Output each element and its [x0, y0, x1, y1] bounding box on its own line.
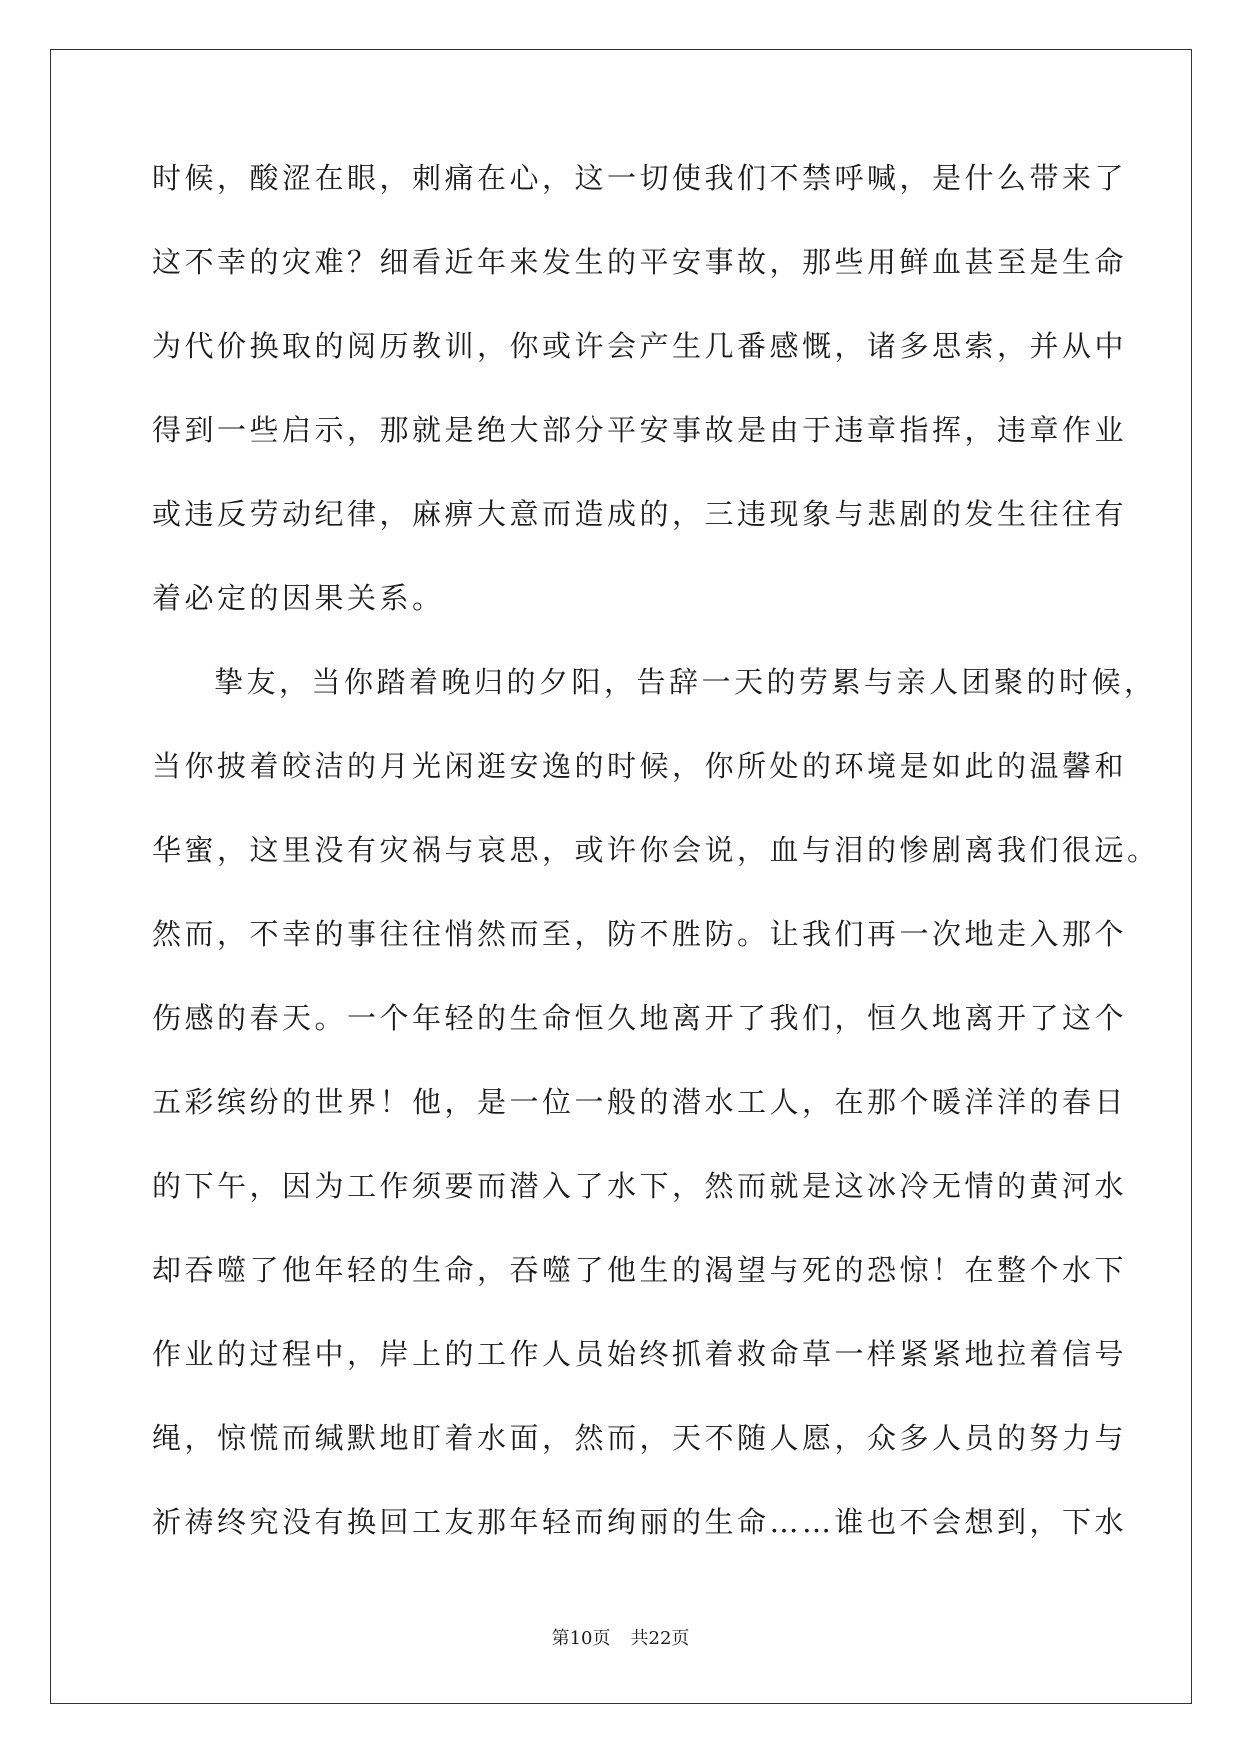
text-line: 得到一些启示，那就是绝大部分平安事故是由于违章指挥，违章作业 [152, 413, 1128, 447]
text-line: 然而，不幸的事往往悄然而至，防不胜防。让我们再一次地走入那个 [152, 917, 1128, 951]
text-line: 绳，惊慌而缄默地盯着水面，然而，天不随人愿，众多人员的努力与 [152, 1421, 1128, 1455]
page-number-total: 共22页 [630, 1628, 690, 1649]
text-line: 时候，酸涩在眼，刺痛在心，这一切使我们不禁呼喊，是什么带来了 [152, 161, 1128, 195]
text-line: 祈祷终究没有换回工友那年轻而绚丽的生命……谁也不会想到，下水 [152, 1505, 1128, 1539]
paragraph-start-line: 挚友，当你踏着晚归的夕阳，告辞一天的劳累与亲人团聚的时候， [214, 665, 1157, 699]
text-line: 这不幸的灾难？细看近年来发生的平安事故，那些用鲜血甚至是生命 [152, 245, 1128, 279]
text-line: 华蜜，这里没有灾祸与哀思，或许你会说，血与泪的惨剧离我们很远。 [152, 833, 1160, 867]
text-line: 五彩缤纷的世界！他，是一位一般的潜水工人，在那个暖洋洋的春日 [152, 1085, 1128, 1119]
text-line: 作业的过程中，岸上的工作人员始终抓着救命草一样紧紧地拉着信号 [152, 1337, 1128, 1371]
text-line: 或违反劳动纪律，麻痹大意而造成的，三违现象与悲剧的发生往往有 [152, 497, 1128, 531]
page-footer [0, 1628, 1241, 1650]
text-line: 当你披着皎洁的月光闲逛安逸的时候，你所处的环境是如此的温馨和 [152, 749, 1128, 783]
text-line: 的下午，因为工作须要而潜入了水下，然而就是这冰冷无情的黄河水 [152, 1169, 1128, 1203]
text-line: 伤感的春天。一个年轻的生命恒久地离开了我们，恒久地离开了这个 [152, 1001, 1128, 1035]
document-body [152, 160, 1160, 1588]
text-line: 着必定的因果关系。 [152, 581, 445, 615]
text-line: 却吞噬了他年轻的生命，吞噬了他生的渴望与死的恐惊！在整个水下 [152, 1253, 1128, 1287]
page-number-current: 第10页 [551, 1628, 611, 1649]
text-line: 为代价换取的阅历教训，你或许会产生几番感慨，诸多思索，并从中 [152, 329, 1128, 363]
